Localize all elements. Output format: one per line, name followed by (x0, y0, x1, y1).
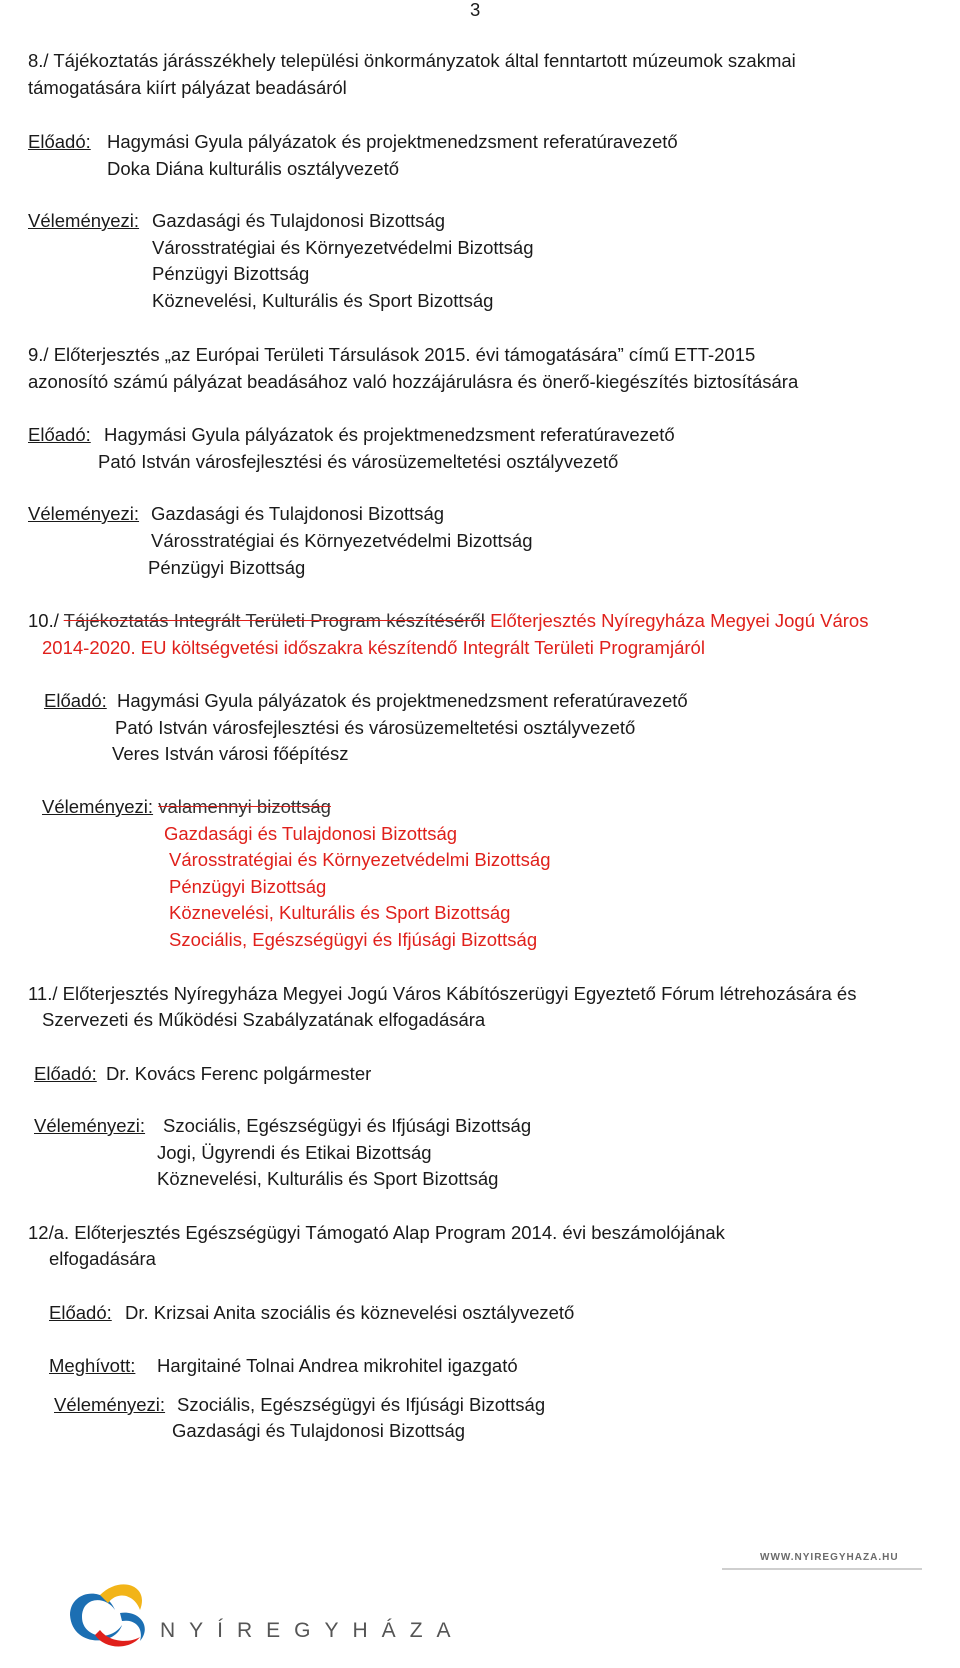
item-8-title-line-1: 8./ Tájékoztatás járásszékhely települési önkormányzatok által fenntartott múzeumok szakmai (28, 50, 796, 71)
item-9-reviewer-2: Városstratégiai és Környezetvédelmi Bizottság (151, 530, 533, 551)
page-number: 3 (470, 0, 481, 20)
item-9-reviewer-label: Véleményezi: (28, 503, 140, 524)
item-12a-reviewer-2: Gazdasági és Tulajdonosi Bizottság (172, 1420, 466, 1441)
item-8-presenter-1: Hagymási Gyula pályázatok és projektmenedzsment referatúravezető (107, 131, 678, 152)
item-11-reviewer-label: Véleményezi: (34, 1115, 146, 1136)
item-10-struck-title: Tájékoztatás Integrált Területi Program készítéséről (63, 610, 485, 631)
item-10-presenter-label: Előadó: (44, 690, 107, 711)
item-10-presenter-3: Veres István városi főépítész (112, 743, 349, 764)
item-10-reviewer-line (42, 793, 331, 821)
item-8-title-line-2: támogatására kiírt pályázat beadásáról (28, 77, 347, 98)
item-9-presenter-1: Hagymási Gyula pályázatok és projektmenedzsment referatúravezető (104, 424, 675, 445)
item-8-reviewer-1: Gazdasági és Tulajdonosi Bizottság (152, 210, 446, 231)
item-11-presenter-1: Dr. Kovács Ferenc polgármester (106, 1063, 372, 1084)
item-12a-invited-1: Hargitainé Tolnai Andrea mikrohitel igazgató (157, 1355, 518, 1376)
item-10-reviewer-label: Véleményezi: (42, 796, 154, 817)
item-8-reviewer-label: Véleményezi: (28, 210, 140, 231)
item-10-presenter-2: Pató István városfejlesztési és városüzemeltetési osztályvezető (115, 717, 636, 738)
item-12a-presenter-1: Dr. Krizsai Anita szociális és köznevelési osztályvezető (125, 1302, 575, 1323)
item-10-reviewer-1: Gazdasági és Tulajdonosi Bizottság (164, 823, 458, 844)
item-11-reviewer-1: Szociális, Egészségügyi és Ifjúsági Bizottság (163, 1115, 532, 1136)
item-12a-title-line-2: elfogadására (49, 1248, 156, 1269)
brand-wordmark: NYÍREGYHÁZA (160, 1619, 465, 1642)
item-10-number: 10./ (28, 610, 59, 631)
item-9-title-line-1: 9./ Előterjesztés „az Európai Területi Társulások 2015. évi támogatására” című ETT-2015 (28, 344, 756, 365)
item-8-reviewer-3: Pénzügyi Bizottság (152, 263, 310, 284)
item-10-presenter-1: Hagymási Gyula pályázatok és projektmenedzsment referatúravezető (117, 690, 688, 711)
item-9-title-line-2: azonosító számú pályázat beadásához való hozzájárulásra és önerő-kiegészítés biztosítására (28, 371, 799, 392)
item-10-new-title: Előterjesztés Nyíregyháza Megyei Jogú Város (490, 610, 869, 631)
item-10-struck-reviewer: valamennyi bizottság (158, 796, 331, 817)
item-12a-reviewer-label: Véleményezi: (54, 1394, 166, 1415)
item-9-reviewer-3: Pénzügyi Bizottság (148, 557, 306, 578)
item-8-reviewer-4: Köznevelési, Kulturális és Sport Bizottság (152, 290, 494, 311)
item-9-reviewer-1: Gazdasági és Tulajdonosi Bizottság (151, 503, 445, 524)
item-8-presenter-2: Doka Diána kulturális osztályvezető (107, 158, 400, 179)
item-11-reviewer-3: Köznevelési, Kulturális és Sport Bizottság (157, 1168, 499, 1189)
item-11-title-line-2: Szervezeti és Működési Szabályzatának elfogadására (42, 1009, 486, 1030)
item-12a-reviewer-1: Szociális, Egészségügyi és Ifjúsági Bizottság (177, 1394, 546, 1415)
footer-url: WWW.NYIREGYHAZA.HU (760, 1552, 899, 1563)
item-11-reviewer-2: Jogi, Ügyrendi és Etikai Bizottság (157, 1142, 432, 1163)
footer-divider (722, 1568, 922, 1570)
nyiregyhaza-logo-icon (60, 1575, 460, 1655)
item-10-reviewer-3: Pénzügyi Bizottság (169, 876, 327, 897)
item-8-reviewer-2: Városstratégiai és Környezetvédelmi Bizottság (152, 237, 534, 258)
item-9-presenter-label: Előadó: (28, 424, 91, 445)
item-10-reviewer-5: Szociális, Egészségügyi és Ifjúsági Bizottság (169, 929, 538, 950)
item-10-title-line-1 (28, 607, 868, 635)
item-12a-invited-label: Meghívott: (49, 1355, 136, 1376)
item-10-reviewer-4: Köznevelési, Kulturális és Sport Bizottság (169, 902, 511, 923)
item-11-title-line-1: 11./ Előterjesztés Nyíregyháza Megyei Jogú Város Kábítószerügyi Egyeztető Fórum létrehozására és (28, 983, 857, 1004)
item-12a-presenter-label: Előadó: (49, 1302, 112, 1323)
item-11-presenter-label: Előadó: (34, 1063, 97, 1084)
item-9-presenter-2: Pató István városfejlesztési és városüzemeltetési osztályvezető (98, 451, 619, 472)
item-8-presenter-label: Előadó: (28, 131, 91, 152)
item-12a-title-line-1: 12/a. Előterjesztés Egészségügyi Támogató Alap Program 2014. évi beszámolójának (28, 1222, 725, 1243)
item-10-title-line-2: 2014-2020. EU költségvetési időszakra készítendő Integrált Területi Programjáról (42, 637, 705, 658)
item-10-reviewer-2: Városstratégiai és Környezetvédelmi Bizottság (169, 849, 551, 870)
